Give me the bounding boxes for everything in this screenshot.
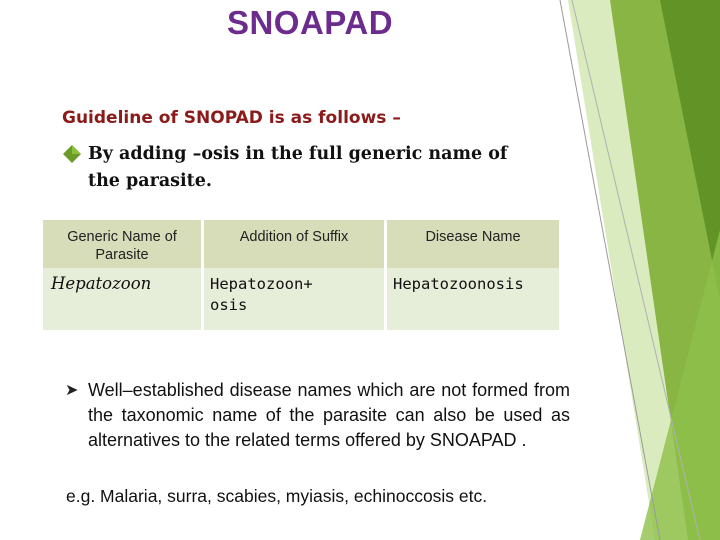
cell-suffix-line1: Hepatozoon+ <box>210 275 313 293</box>
cell-suffix-line2: osis <box>210 296 248 314</box>
bullet-suffix-line2: the parasite. <box>88 171 212 191</box>
naming-table <box>40 220 562 330</box>
header-disease-name: Disease Name <box>387 220 559 268</box>
arrow-bullet-icon: ➤ <box>65 382 79 399</box>
header-suffix: Addition of Suffix <box>204 220 384 268</box>
examples-line: e.g. Malaria, surra, scabies, myiasis, echinoccosis etc. <box>66 486 488 506</box>
cell-suffix <box>204 268 384 330</box>
slide-title: SNOAPAD <box>226 4 394 41</box>
table-header-row <box>43 220 559 268</box>
bullet-suffix-rule <box>88 141 588 195</box>
bullet-established-names: Well–established disease names which are not formed from the taxonomic name of the parasite can also be used as alternatives to the related terms offered by SNOAPAD . <box>88 380 570 450</box>
header-generic-name: Generic Name of Parasite <box>43 220 201 268</box>
guideline-heading: Guideline of SNOPAD is as follows – <box>62 108 401 128</box>
table-row <box>43 268 559 330</box>
cell-generic-name: Hepatozoon <box>43 268 201 330</box>
diamond-bullet-icon <box>62 144 82 164</box>
cell-disease-name: Hepatozoonosis <box>387 268 559 330</box>
bullet-suffix-line1: By adding –osis in the full generic name of <box>88 144 508 164</box>
